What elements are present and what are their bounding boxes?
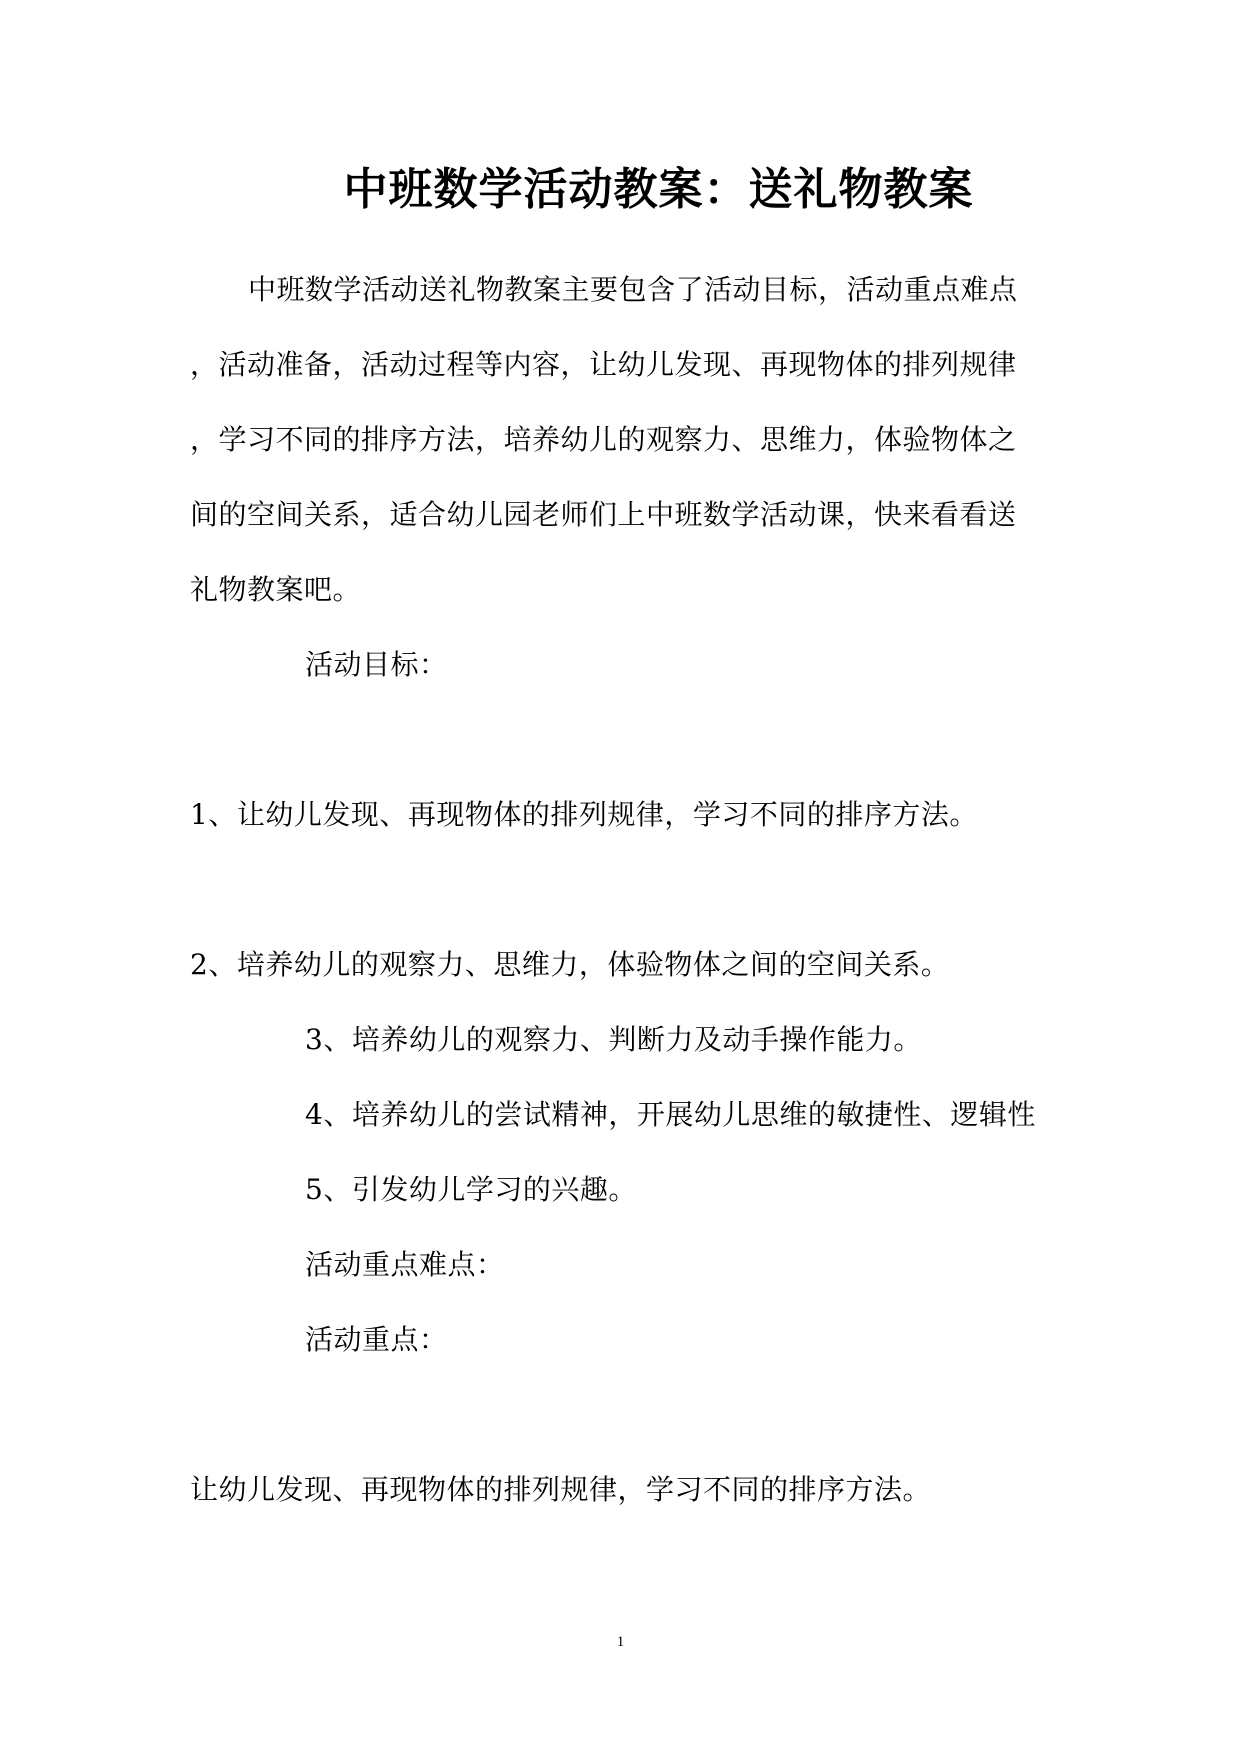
intro-line-4: 间的空间关系，适合幼儿园老师们上中班数学活动课，快来看看送 xyxy=(190,498,1017,531)
goals-heading: 活动目标： xyxy=(305,648,448,681)
goal-item-3: 3、培养幼儿的观察力、判断力及动手操作能力。 xyxy=(305,1023,922,1056)
goal-item-5: 5、引发幼儿学习的兴趣。 xyxy=(305,1173,637,1206)
intro-line-5: 礼物教案吧。 xyxy=(190,573,362,606)
page-number: 1 xyxy=(616,1634,625,1650)
key-heading: 活动重点： xyxy=(305,1323,448,1356)
document-title: 中班数学活动教案：送礼物教案 xyxy=(343,164,974,215)
goal-item-4: 4、培养幼儿的尝试精神，开展幼儿思维的敏捷性、逻辑性 xyxy=(305,1098,1036,1131)
key-difficult-heading: 活动重点难点： xyxy=(305,1248,505,1281)
intro-line-2: ，活动准备，活动过程等内容，让幼儿发现、再现物体的排列规律 xyxy=(190,348,1017,381)
goal-item-1: 1、让幼儿发现、再现物体的排列规律，学习不同的排序方法。 xyxy=(190,798,978,831)
goal-item-2: 2、培养幼儿的观察力、思维力，体验物体之间的空间关系。 xyxy=(190,948,950,981)
key-text: 让幼儿发现、再现物体的排列规律，学习不同的排序方法。 xyxy=(190,1473,932,1506)
intro-line-3: ，学习不同的排序方法，培养幼儿的观察力、思维力，体验物体之 xyxy=(190,423,1017,456)
intro-line-1: 中班数学活动送礼物教案主要包含了活动目标，活动重点难点 xyxy=(248,273,1018,306)
